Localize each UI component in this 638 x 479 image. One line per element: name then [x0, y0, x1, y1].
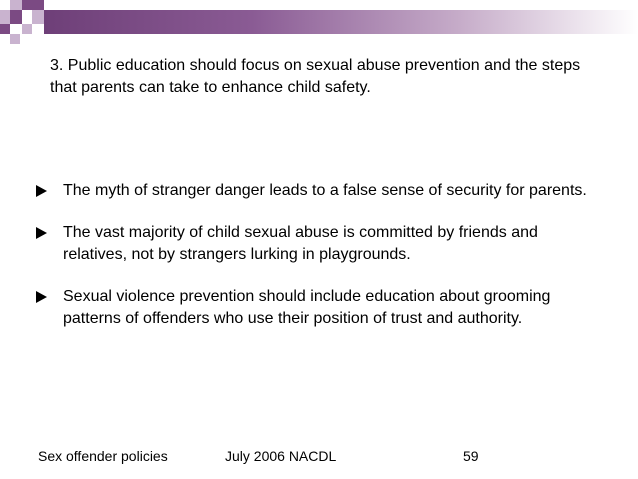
- slide-title: 3. Public education should focus on sexual abuse prevention and the steps that parents can take to enhance child safety.: [50, 57, 581, 96]
- footer-left-text: Sex offender policies: [38, 448, 168, 464]
- decorative-square: [22, 10, 32, 24]
- decorative-square: [0, 10, 10, 24]
- decorative-square: [0, 0, 10, 10]
- bullet-arrow-icon: [36, 227, 47, 239]
- bullet-text: The myth of stranger danger leads to a false sense of security for parents.: [63, 182, 587, 199]
- bullet-arrow-icon: [36, 291, 47, 303]
- decorative-square: [22, 24, 32, 34]
- decorative-square: [10, 34, 20, 44]
- decorative-square: [32, 10, 44, 24]
- decorative-square: [0, 24, 10, 34]
- bullet-arrow-icon: [36, 185, 47, 197]
- decorative-square: [10, 10, 22, 24]
- bullet-list: [36, 180, 596, 350]
- bullet-text: Sexual violence prevention should include education about grooming patterns of offenders who use their position of trust and authority.: [63, 288, 551, 327]
- decorative-square: [10, 0, 22, 10]
- page-number: 59: [463, 448, 479, 464]
- bullet-item: [36, 222, 596, 266]
- header-gradient-bar: [44, 10, 638, 34]
- bullet-text: The vast majority of child sexual abuse is committed by friends and relatives, not by strangers lurking in playgrounds.: [63, 224, 538, 263]
- decorative-square: [22, 0, 44, 10]
- bullet-item: [36, 180, 596, 202]
- footer-date: July 2006 NACDL: [225, 448, 337, 464]
- bullet-item: [36, 286, 596, 330]
